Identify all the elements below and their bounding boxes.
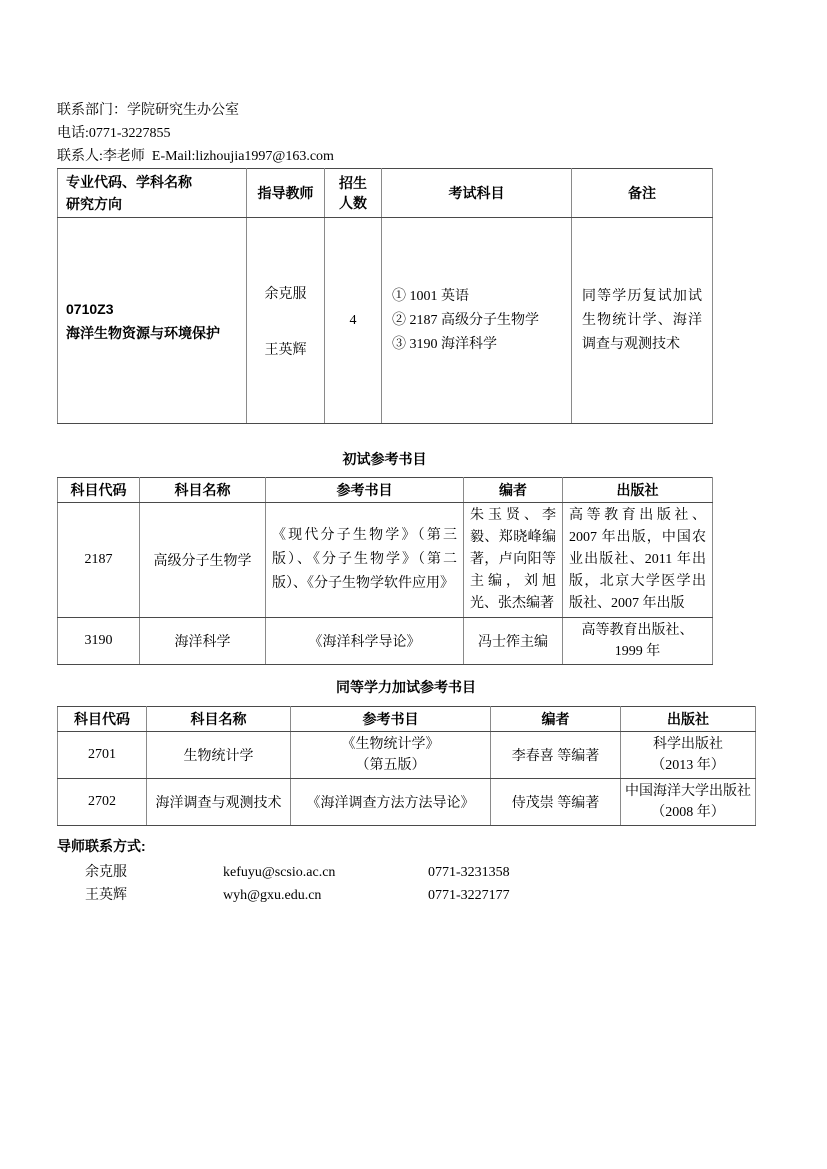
publisher-cell [563,618,713,665]
mentor-row [57,861,767,884]
subject-name: 海洋科学 [140,618,266,665]
col-header-subject-name: 科目名称 [140,478,266,503]
major-cell [58,218,247,424]
authors-cell: 朱玉贤、李毅、郑晓峰编著，卢向阳等主编，刘旭光、张杰编著 [464,503,563,618]
admission-header-note: 备注 [572,169,713,218]
mentor-phone: 0771-3231358 [428,865,510,880]
books-line2: （第五版） [355,758,426,773]
supervisor-cell [247,218,325,424]
admission-header-supervisor: 指导教师 [247,169,325,218]
col-header-books: 参考书目 [266,478,464,503]
books-cell: 《海洋调查方法方法导论》 [291,779,491,826]
subject-name: 生物统计学 [147,732,291,779]
table-row [58,618,713,665]
table-row [58,779,756,826]
contact-person-email: 联系人:李老师 E-Mail:lizhoujia1997@163.com [57,149,334,164]
table-row [58,732,756,779]
subject-name: 海洋调查与观测技术 [147,779,291,826]
publisher-cell: 高等教育出版社、2007 年出版，中国农业出版社、2011 年出版，北京大学医学出版社、2007 年出版 [563,503,713,618]
note-cell: 同等学历复试加试生物统计学、海洋调查与观测技术 [572,218,713,424]
document-content [57,99,767,907]
publisher-line2: （2008 年） [651,805,725,820]
books-line1: 《生物统计学》 [341,737,440,752]
mentor-email: kefuyu@scsio.ac.cn [223,865,336,880]
publisher-line2: （2013 年） [651,758,725,773]
first-exam-books-title: 初试参考书目 [342,451,427,467]
quota-cell: 4 [325,218,382,424]
admission-header-major-line1: 专业代码、学科名称 [66,174,192,190]
col-header-publisher: 出版社 [621,707,756,732]
books-cell [291,732,491,779]
admission-header-quota-line2: 人数 [339,195,367,211]
books-cell: 《海洋科学导论》 [266,618,464,665]
col-header-subject-code: 科目代码 [58,707,147,732]
admission-table-header-row [58,169,713,218]
subject-code: 3190 [58,618,140,665]
supervisor-2: 王英辉 [264,342,307,358]
subject-code: 2702 [58,779,147,826]
publisher-cell [621,732,756,779]
exam-subject-1: ① 1001 英语 [392,288,469,304]
mentor-name: 王英辉 [85,888,127,903]
equivalency-books-title: 同等学力加试参考书目 [336,679,476,695]
exam-subject-2: ② 2187 高级分子生物学 [392,312,539,328]
subject-name: 高级分子生物学 [140,503,266,618]
admission-header-exam: 考试科目 [382,169,572,218]
contact-department: 联系部门：学院研究生办公室 [57,103,239,118]
exam-subject-3: ③ 3190 海洋科学 [392,336,497,352]
admission-header-major-line2: 研究方向 [66,196,122,212]
first-exam-books-table [57,477,713,665]
contact-block [57,99,767,168]
admission-header-quota [325,169,382,218]
col-header-publisher: 出版社 [563,478,713,503]
admission-table [57,168,713,424]
col-header-authors: 编者 [491,707,621,732]
col-header-subject-code: 科目代码 [58,478,140,503]
authors-cell: 冯士筰主编 [464,618,563,665]
authors-cell: 侍茂崇 等编著 [491,779,621,826]
table-row [58,503,713,618]
major-code: 0710Z3 [66,300,114,317]
publisher-line1: 高等教育出版社、 [581,623,694,638]
publisher-line1: 科学出版社 [653,737,723,752]
publisher-line1: 中国海洋大学出版社 [625,784,751,799]
col-header-authors: 编者 [464,478,563,503]
admission-header-quota-line1: 招生 [339,175,367,191]
mentor-row [57,884,767,907]
publisher-cell [621,779,756,826]
authors-cell: 李春喜 等编著 [491,732,621,779]
supervisor-1: 余克服 [264,286,307,302]
first-exam-books-header-row [58,478,713,503]
major-name: 海洋生物资源与环境保护 [66,324,220,341]
publisher-line2: 1999 年 [614,644,661,659]
mentor-contacts-title: 导师联系方式: [57,838,146,854]
mentor-contacts-block [57,861,767,907]
mentor-name: 余克服 [85,865,127,880]
subject-code: 2701 [58,732,147,779]
contact-phone: 电话:0771-3227855 [57,126,171,141]
admission-header-major [58,169,247,218]
subject-code: 2187 [58,503,140,618]
col-header-subject-name: 科目名称 [147,707,291,732]
equivalency-books-header-row [58,707,756,732]
admission-table-row [58,218,713,424]
mentor-email: wyh@gxu.edu.cn [223,888,322,903]
exam-subjects-cell [382,218,572,424]
books-cell: 《现代分子生物学》（第三版）、《分子生物学》（第二版）、《分子生物学软件应用》 [266,503,464,618]
equivalency-books-table [57,706,756,826]
mentor-phone: 0771-3227177 [428,888,510,903]
col-header-books: 参考书目 [291,707,491,732]
